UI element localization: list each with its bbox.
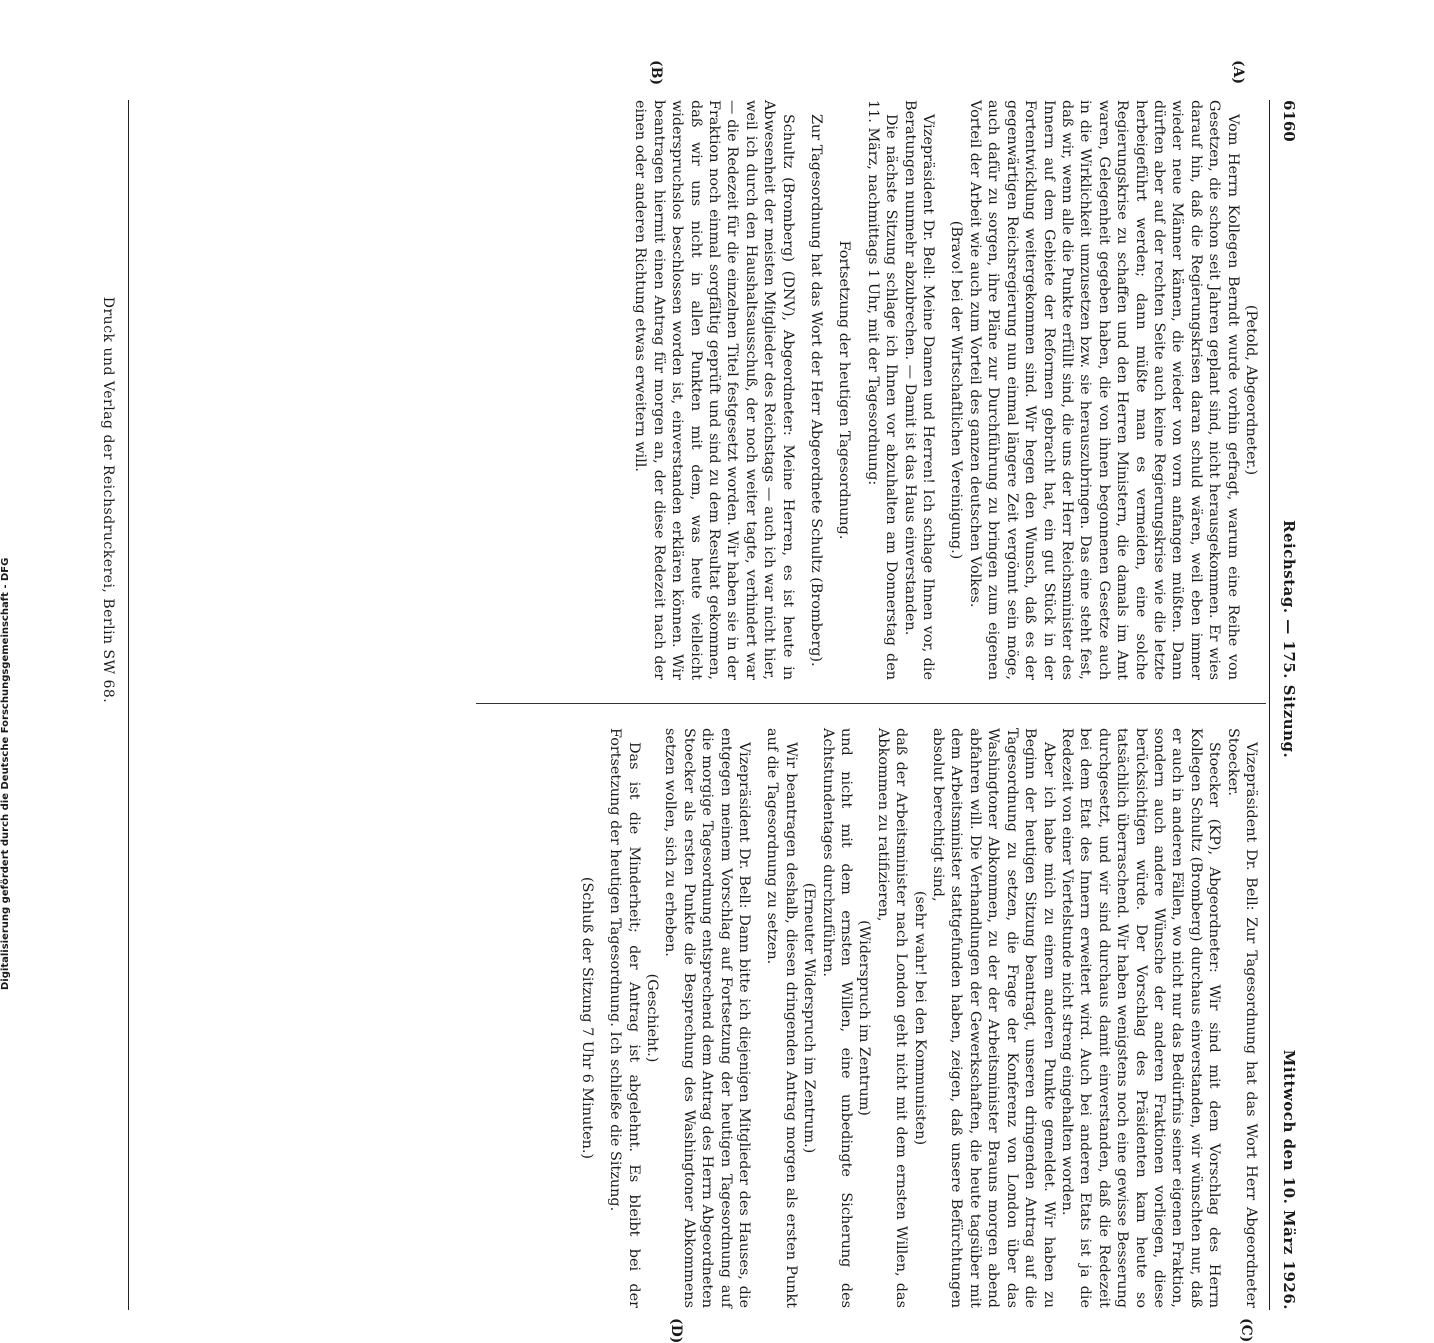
page-header	[1274, 100, 1298, 1310]
paragraph: Die nächste Sitzung schlage ich Ihnen vor abzuhalten am Donnerstag den 11. März, nachmittags 1 Uhr, mit der Tagesordnung:	[864, 100, 900, 680]
interjection: (sehr wahr! bei den Kommunisten)	[911, 890, 928, 1146]
margin-mark-b: (B)	[648, 60, 664, 86]
header-date: Mittwoch den 10. März 1926.	[1280, 1049, 1298, 1310]
paragraph: Vizepräsident Dr. Bell: Dann bitte ich diejenigen Mitglieder des Hauses, die entgegen meinem Vorschlag auf Fortsetzung der heutigen Tagesordnung auf die morgige Tagesordnung entsprechend dem Antrag des Herrn Abgeordneten Stoecker als ersten Punkte die Besprechung des Washingtoner Abkommens setzen wollen, sich zu erheben.	[662, 728, 753, 1308]
paragraph: Das ist die Minderheit; der Antrag ist abgelehnt. Es bleibt bei der Fortsetzung der heutigen Tagesordnung. Ich schließe die Sitzung.	[607, 728, 642, 1308]
speaker-continuation: (Petold, Abgeordneter.)	[1243, 304, 1259, 476]
right-column	[577, 728, 1260, 1308]
footer-rule	[128, 100, 129, 1310]
margin-mark-d: (D)	[668, 1318, 684, 1343]
margin-mark-a: (A)	[1230, 60, 1246, 85]
paragraph: Wir beantragen deshalb, diesen dringenden Antrag morgen als ersten Punkt auf die Tagesordnung zu setzen.	[764, 728, 799, 1308]
session-close: (Schluß der Sitzung 7 Uhr 6 Minuten.)	[578, 876, 595, 1160]
paragraph: Vom Herrn Kollegen Berndt wurde vorhin gefragt, warum eine Reihe von Gesetzen, die schon seit Jahren geplant sind, nicht herausgekommen. Er wies darauf hin, daß die Regierungskrisen daran schuld wären, weil eben immer wieder neue Männer kämen, die wieder von vorn anfangen müßten. Dann dürften aber auf der rechten Seite auch keine Regierungskrise wie die letzte herbeigeführt werden; dann müßte man es vermeiden, eine solche Regierungskrise zu schaffen und den Herren Ministern, die damals im Amt waren, Gelegenheit gegeben haben, die von ihnen begonnenen Gesetze auch in die Wirklichkeit umzusetzen bzw. sie herauszubringen. Das eine steht fest, daß wir, wenn alle die Punkte erfüllt sind, die uns der Herr Reichsminister des Innern auf dem Gebiete der Reformen gebracht hat, ein gut Stück in der Fortentwicklung weitergekommen sind. Wir hegen den Wunsch, daß es der gegenwärtigen Reichsregierung nun einmal längere Zeit vergönnt sein möge, auch dafür zu sorgen, ihre Pläne zur Durchführung zu bringen zum eigenen Vorteil der Arbeit wie auch zum Vorteil des ganzen deutschen Volkes.	[966, 100, 1241, 680]
page-number: 6160	[1280, 100, 1298, 142]
paragraph: Stoecker (KP), Abgeordneter: Wir sind mit dem Vorschlag des Herrn Kollegen Schultz (Bromberg) durchaus einverstanden, wir wünschten nur, daß er auch in anderen Fällen, wo nicht nur das Bedürfnis seiner eigenen Fraktion, sondern auch andere Wünsche der anderen Fraktionen vorliegen, diese berücksichtigen würde. Der Vorschlag des Präsidenten kam heute so tatsächlich überraschend. Wir haben wenigstens noch eine gewisse Besserung durchgesetzt, und wir sind durchaus damit einverstanden, daß die Redezeit bei dem Etat des Innern erweitert wird. Auch bei anderen Etats ist ja die Redezeit von einer Viertelstunde nicht streng eingehalten worden.	[1058, 728, 1223, 1308]
paragraph: Schultz (Bromberg) (DNV), Abgeordneter: Meine Herren, es ist heute in Abwesenheit der meisten Mitglieder des Reichstags — auch ich war nicht hier, weil ich durch den Haushaltsausschuß, der noch weiter tagte, verhindert war — die Redezeit für die einzelnen Titel festgesetzt worden. Wir haben sie in der Fraktion noch einmal sorgfältig geprüft und sind zu dem Resultat gekommen, daß wir uns nicht in allen Punkten mit dem, was heute vielleicht widerspruchslos beschlossen worden ist, einverstanden erklären können. Wir beantragen hiermit einen Antrag für morgen an, der diese Redezeit nach der einen oder anderen Richtung etwas erweitern will.	[632, 100, 796, 680]
margin-mark-c: (C)	[1238, 1318, 1254, 1343]
digitization-credit	[0, 0, 16, 1000]
left-column	[631, 100, 1260, 680]
paragraph: und nicht mit dem ernsten Willen, eine unbedingte Sicherung des Achtstundentages durchzuführen.	[819, 728, 855, 1308]
page-body	[444, 60, 1304, 1343]
interjection: (Erneuter Widerspruch im Zentrum.)	[801, 882, 818, 1154]
interjection: (Bravo! bei der Wirtschaftlichen Vereinigung.)	[948, 220, 965, 560]
header-title: Reichstag. — 175. Sitzung.	[1280, 520, 1298, 759]
paragraph: Zur Tagesordnung hat das Wort der Herr Abgeordnete Schultz (Bromberg).	[808, 114, 825, 667]
paragraph: Aber ich habe mich zu einem anderen Punkte gemeldet. Wir haben zu Beginn der heutigen Sitzung beantragt, unseren dringenden Antrag auf die Tagesordnung zu setzen, die Frage der Konferenz von London über das Washingtoner Abkommen, zu der der Arbeitsminister Brauns morgen abend abfahren will. Die Verhandlungen der Gewerkschaften, die heute tagsüber mit dem Arbeitsminister stattgefunden haben, zeigen, daß unsere Befürchtungen absolut berechtigt sind,	[930, 728, 1057, 1308]
paragraph: Vizepräsident Dr. Bell: Zur Tagesordnung hat das Wort Herr Abgeordneter Stoecker.	[1224, 728, 1259, 1308]
interjection: (Geschieht.)	[644, 973, 660, 1063]
paragraph: Vizepräsident Dr. Bell: Meine Damen und Herren! Ich schlage Ihnen vor, die Beratungen nunmehr abzubrechen. — Damit ist das Haus einverstanden.	[901, 100, 937, 680]
paragraph: daß der Arbeitsminister nach London geht nicht mit dem ernsten Willen, das Abkommen zu ratifizieren,	[874, 728, 910, 1308]
printer-footer: Druck und Verlag der Reichsdruckerei, Berlin SW 68.	[100, 296, 116, 704]
interjection: (Widerspruch im Zentrum)	[856, 920, 873, 1116]
header-rule	[1269, 100, 1270, 1310]
digitization-text: Digitalisierung gefördert durch die Deutsche Forschungsgemeinschaft - DFG	[0, 557, 11, 990]
agenda-item: Fortsetzung der heutigen Tagesordnung.	[836, 240, 853, 540]
column-divider	[476, 703, 1266, 704]
